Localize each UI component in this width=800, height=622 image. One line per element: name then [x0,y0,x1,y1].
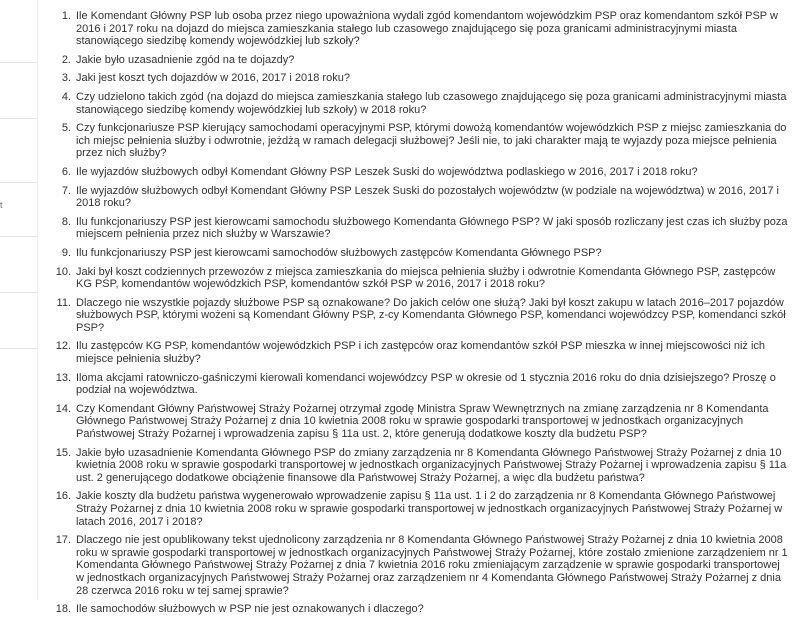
question-number: 8. [61,215,71,228]
question-item [48,122,788,160]
question-item [48,340,788,365]
question-item [48,91,788,116]
question-item [48,447,788,485]
question-number: 15. [55,446,71,459]
question-text: Czy Komendant Główny Państwowej Straży Pożarnej otrzymał zgodę Ministra Spraw Wewnętrznych na zmianę zarządzenia nr 8 Komendanta Głównego Państwowej Straży Pożarnej z dnia 10 kwietnia 2008 roku w sprawie gospodarki transportowej w jednostkach organizacyjnych Państwowej Straży Pożarnej i wprowadzenia zapisu § 11a ust. 2, które generują dodatkowe koszty dla budżetu PSP? [76,402,769,441]
question-item [48,534,788,597]
question-item [48,72,788,85]
question-text: Jakie było uzasadnienie zgód na te dojazdy? [76,53,295,66]
question-item [48,266,788,291]
question-number: 7. [61,184,71,197]
sidebar-divider [0,62,38,63]
question-number: 9. [61,246,71,259]
question-number: 11. [56,296,71,309]
sidebar-divider [0,348,38,349]
question-item [48,216,788,241]
questions-content [48,10,788,622]
question-text: Czy udzielono takich zgód (na dojazd do miejsca zamieszkania stałego lub czasowego znajdującego się poza granicami administracyjnymi miasta stanowiącego siedzibę komendy wojewódzkiej lub szkoły) w 2018 roku? [76,90,787,116]
question-text: Ilu funkcjonariuszy PSP jest kierowcami samochodu służbowego Komendanta Głównego PSP? W jaki sposób rozliczany jest czas ich służby poza miejscem pełnienia przez nich służby w Warszawie? [76,215,788,241]
sidebar-cut-text: t [0,200,3,210]
question-item [48,603,788,616]
question-item [48,372,788,397]
question-text: Ile wyjazdów służbowych odbył Komendant Główny PSP Leszek Suski do pozostałych województw (w podziale na województwa) w 2016, 2017 i 2018 roku? [76,184,779,210]
question-item [48,10,788,48]
question-number: 18. [55,603,71,616]
sidebar-divider [0,182,38,183]
question-text: Ilu funkcjonariuszy PSP jest kierowcami samochodów służbowych zastępców Komendanta Głównego PSP? [76,246,602,259]
question-number: 1. [61,10,71,22]
question-number: 3. [61,72,71,85]
question-text: Ile wyjazdów służbowych odbył Komendant Główny PSP Leszek Suski do województwa podlaskiego w 2016, 2017 i 2018 roku? [76,165,698,178]
question-number: 5. [61,122,71,135]
question-number: 16. [55,490,71,503]
question-number: 12. [55,340,71,353]
question-item [48,166,788,179]
question-text: Jaki był koszt codziennych przewozów z miejsca zamieszkania do miejsca pełnienia służby i odwrotnie Komendanta Głównego PSP, zastępców KG PSP, komendantów wojewódzkich PSP, komendantów szkół PSP w 2016, 2017 i 2018 roku? [76,265,776,291]
question-text: Ile Komendant Główny PSP lub osoba przez niego upoważniona wydali zgód komendantom wojewódzkim PSP oraz komendantom szkół PSP w 2016 i 2017 roku na dojazd do miejsca zamieszkania stałego lub czasowego znajdującego się poza granicami administracyjnymi miasta stanowiącego siedzibę komendy wojewódzkiej lub szkoły? [76,10,778,48]
question-text: Ile samochodów służbowych w PSP nie jest oznakowanych i dlaczego? [76,603,424,616]
question-number: 13. [55,371,71,384]
question-number: 6. [61,165,71,178]
question-text: Iloma akcjami ratowniczo-gaśniczymi kierowali komendanci wojewódzcy PSP w okresie od 1 stycznia 2016 roku do dnia dzisiejszego? Proszę o podział na województwa. [76,371,776,397]
question-number: 10. [55,265,71,278]
question-text: Dlaczego nie wszystkie pojazdy służbowe PSP są oznakowane? Do jakich celów one służą? Jaki był koszt zakupu w latach 2016–2017 pojazdów służbowych PSP, którymi wożeni są Komendant Główny PSP, z-cy Komendanta Głównego PSP, komendanci wojewódzcy PSP, komendanci szkół PSP? [76,296,786,334]
question-text: Dlaczego nie jest opublikowany tekst ujednolicony zarządzenia nr 8 Komendanta Głównego Państwowej Straży Pożarnej z dnia 10 kwietnia 2008 roku w sprawie gospodarki transportowej w jednostkach organizacyjnych Państwowej Straży Pożarnej, które zostało zmienione zarządzeniem nr 1 Komendanta Głównego Państwowej Straży Pożarnej z dnia 7 kwietnia 2016 roku zmieniającym zarządzenie w sprawie gospodarki transportowej w jednostkach organizacyjnych Państwowej Straży Pożarnej oraz zarządzeniem nr 4 Komendanta Głównego Państwowej Straży Pożarnej z dnia 28 czerwca 2016 roku w tej samej sprawie? [76,534,788,597]
left-sidebar [0,0,38,600]
question-item [48,490,788,528]
question-item [48,185,788,210]
question-text: Jaki jest koszt tych dojazdów w 2016, 2017 i 2018 roku? [76,72,350,85]
question-number: 14. [55,402,71,415]
question-number: 2. [61,53,71,66]
question-text: Jakie było uzasadnienie Komendanta Głównego PSP do zmiany zarządzenia nr 8 Komendanta Głównego Państwowej Straży Pożarnej z dnia 10 kwietnia 2008 roku w sprawie gospodarki transportowej w jednostkach organizacyjnych Państwowej Straży Pożarnej i wprowadzenia zapisu § 11a ust. 2 generującego dodatkowe obciążenie finansowe dla Państwowej Straży Pożarnej, a więc dla budżetu państwa? [76,446,787,484]
sidebar-divider [0,118,38,119]
question-list [48,10,788,616]
sidebar-divider [0,236,38,237]
question-item [48,297,788,335]
question-item [48,247,788,260]
question-item [48,54,788,67]
cut-off-text [60,594,63,606]
question-item [48,403,788,441]
question-text: Czy funkcjonariusze PSP kierujący samochodami operacyjnymi PSP, którymi dowożą komendantów wojewódzkich PSP z miejsc zamieszkania do ich miejsc pełnienia służby i odwrotnie, jeżdżą w ramach delegacji służbowej? Jeśli nie, to jaki charakter mają te wyjazdy poza miejsce pełnienia przez nich służby? [76,122,787,160]
sidebar-divider [0,292,38,293]
sidebar-edge [37,0,38,600]
question-number: 17. [55,534,71,547]
question-text: Jakie koszty dla budżetu państwa wygenerowało wprowadzenie zapisu § 11a ust. 1 i 2 do zarządzenia nr 8 Komendanta Głównego Państwowej Straży Pożarnej z dnia 10 kwietnia 2008 roku w sprawie gospodarki transportowej w jednostkach organizacyjnych Państwowej Straży Pożarnej w latach 2016, 2017 i 2018? [76,490,783,528]
question-text: Ilu zastępców KG PSP, komendantów wojewódzkich PSP i ich zastępców oraz komendantów szkół PSP mieszka w innej miejscowości niż ich miejsce pełnienia służby? [76,340,766,366]
question-number: 4. [61,90,71,103]
